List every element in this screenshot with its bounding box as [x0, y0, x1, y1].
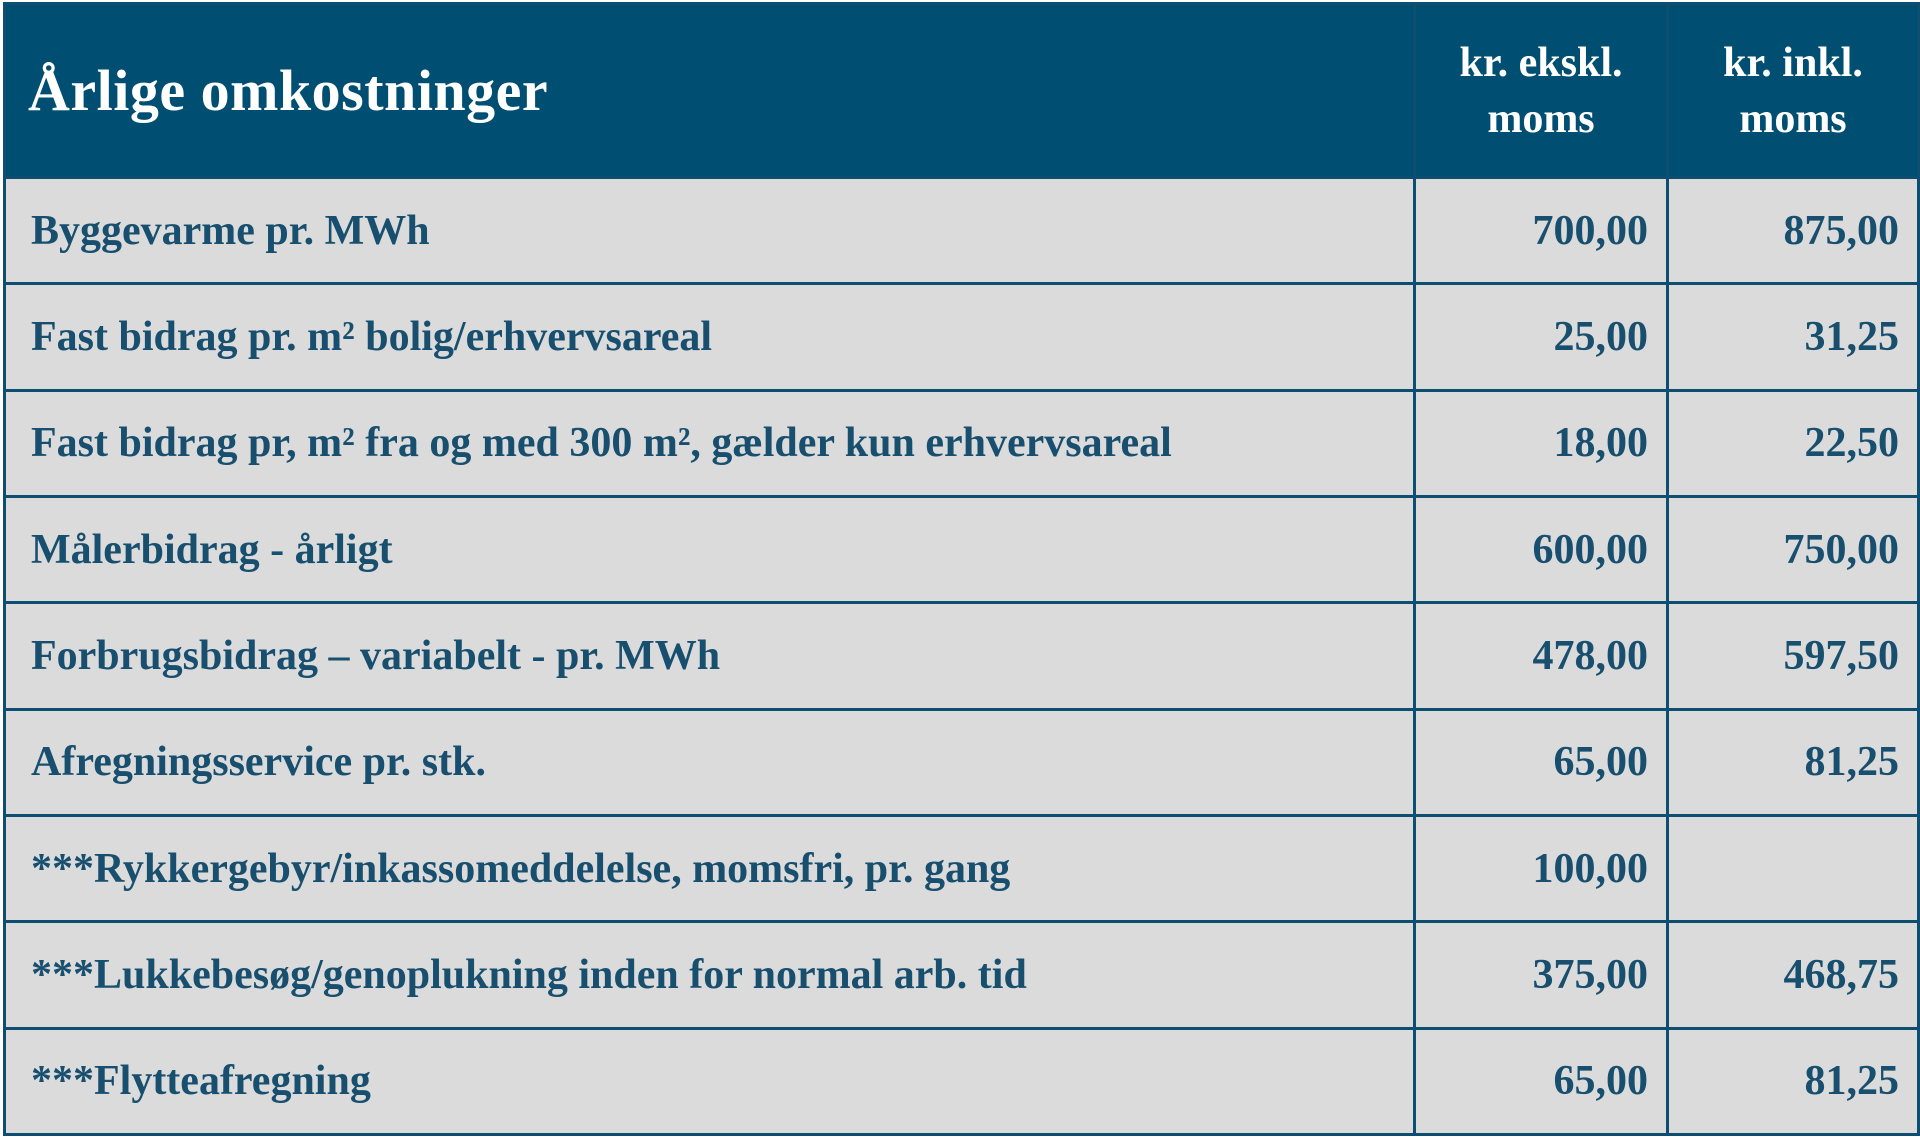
- row-label: Målerbidrag - årligt: [5, 496, 1415, 602]
- price-incl-vat: 22,50: [1668, 390, 1919, 496]
- table-row: [5, 284, 1919, 390]
- price-incl-vat: 31,25: [1668, 284, 1919, 390]
- price-excl-vat: 18,00: [1415, 390, 1668, 496]
- table-row: [5, 390, 1919, 496]
- row-label: Fast bidrag pr, m² fra og med 300 m², gælder kun erhvervsareal: [5, 390, 1415, 496]
- table-row: [5, 603, 1919, 709]
- row-label: Fast bidrag pr. m² bolig/erhvervsareal: [5, 284, 1415, 390]
- row-label: Afregningsservice pr. stk.: [5, 709, 1415, 815]
- price-excl-vat: 65,00: [1415, 709, 1668, 815]
- table-row: [5, 496, 1919, 602]
- row-label: Forbrugsbidrag – variabelt - pr. MWh: [5, 603, 1415, 709]
- table-row: [5, 815, 1919, 921]
- price-incl-vat: [1668, 815, 1919, 921]
- cost-table-container: [3, 2, 1917, 1136]
- price-incl-vat: 875,00: [1668, 178, 1919, 284]
- row-label: ***Lukkebesøg/genoplukning inden for normal arb. tid: [5, 922, 1415, 1028]
- table-row: [5, 709, 1919, 815]
- header-row: [5, 4, 1919, 178]
- price-excl-vat: 100,00: [1415, 815, 1668, 921]
- price-excl-vat: 478,00: [1415, 603, 1668, 709]
- price-incl-vat: 597,50: [1668, 603, 1919, 709]
- table-row: [5, 178, 1919, 284]
- price-excl-vat: 375,00: [1415, 922, 1668, 1028]
- price-excl-vat: 25,00: [1415, 284, 1668, 390]
- table-header: [5, 4, 1919, 178]
- row-label: Byggevarme pr. MWh: [5, 178, 1415, 284]
- row-label: ***Flytteafregning: [5, 1028, 1415, 1134]
- price-incl-vat: 81,25: [1668, 709, 1919, 815]
- table-title: Årlige omkostninger: [5, 4, 1415, 178]
- price-incl-vat: 468,75: [1668, 922, 1919, 1028]
- price-excl-vat: 65,00: [1415, 1028, 1668, 1134]
- row-label: ***Rykkergebyr/inkassomeddelelse, momsfri, pr. gang: [5, 815, 1415, 921]
- price-incl-vat: 750,00: [1668, 496, 1919, 602]
- price-incl-vat: 81,25: [1668, 1028, 1919, 1134]
- table-row: [5, 922, 1919, 1028]
- table-body: [5, 178, 1919, 1135]
- price-excl-vat: 600,00: [1415, 496, 1668, 602]
- column-header-incl-vat: kr. inkl. moms: [1668, 4, 1919, 178]
- price-excl-vat: 700,00: [1415, 178, 1668, 284]
- annual-costs-table: [3, 2, 1920, 1136]
- table-row: [5, 1028, 1919, 1134]
- column-header-excl-vat: kr. ekskl. moms: [1415, 4, 1668, 178]
